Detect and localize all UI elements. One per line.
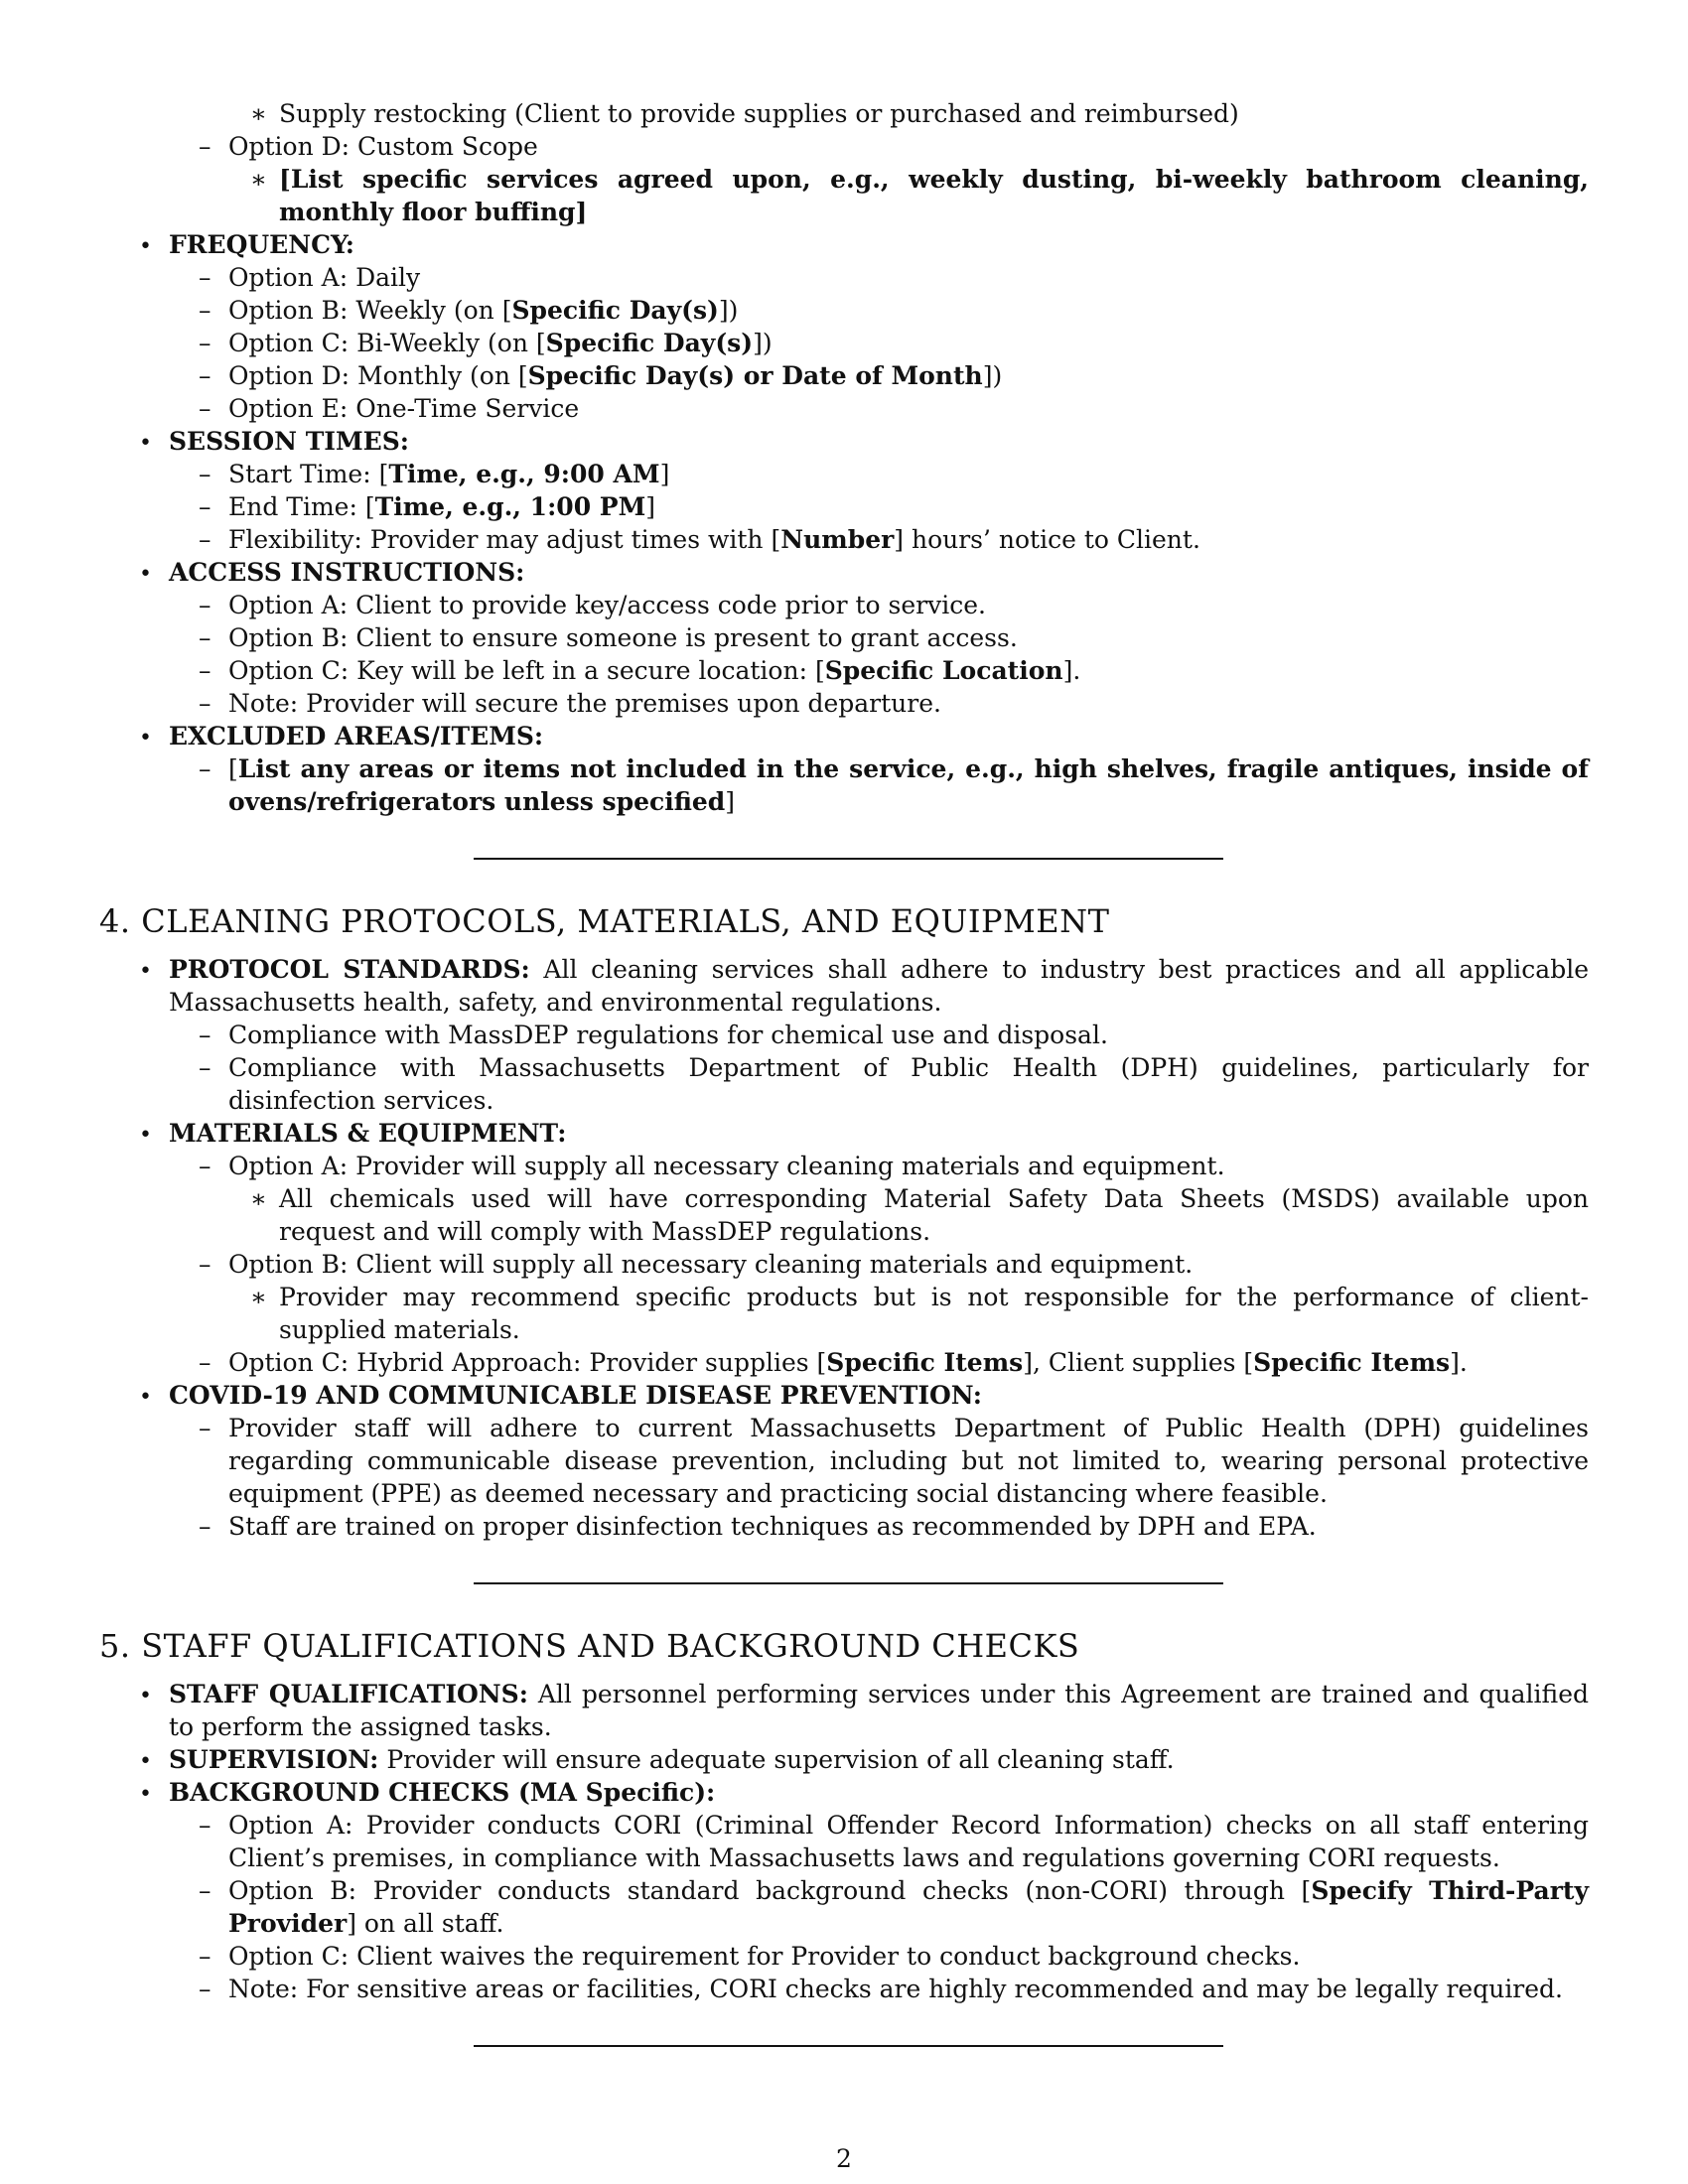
asterisk-marker [250, 1182, 267, 1215]
session-times-bullet: • SESSION TIMES: [169, 425, 1589, 458]
list-item: – Option C: Key will be left in a secure location: [Specific Location]. [228, 654, 1589, 687]
dash-marker [199, 654, 211, 687]
bullet-marker [139, 228, 152, 263]
page-number: 2 [836, 2144, 852, 2173]
list-item: – Option C: Bi-Weekly (on [Specific Day(s)]) [228, 327, 1589, 359]
list-item: – [List any areas or items not included in the service, e.g., high shelves, fragile antiques, inside of ovens/refrigerators unless specified] [228, 752, 1589, 818]
dash-marker [199, 359, 211, 392]
dash-marker [199, 130, 211, 163]
dash-marker [199, 523, 211, 556]
list-item: – Flexibility: Provider may adjust times with [Number] hours’ notice to Client. [228, 523, 1589, 556]
list-item: – Option E: One-Time Service [228, 392, 1589, 425]
horizontal-rule [474, 2045, 1223, 2047]
bullet-marker [139, 1379, 152, 1414]
supervision-bullet: • SUPERVISION: Provider will ensure adequate supervision of all cleaning staff. [169, 1743, 1589, 1776]
dash-marker [199, 490, 211, 523]
bullet-marker [139, 1117, 152, 1152]
section-4-heading: 4. CLEANING PROTOCOLS, MATERIALS, AND EQUIPMENT [99, 902, 1110, 940]
bullet-marker [139, 425, 152, 460]
covid-bullet: • COVID-19 AND COMMUNICABLE DISEASE PREVENTION: [169, 1379, 1589, 1412]
asterisk-marker [250, 97, 267, 130]
section-5-heading: 5. STAFF QUALIFICATIONS AND BACKGROUND CHECKS [99, 1627, 1080, 1665]
list-item: – Option B: Client will supply all necessary cleaning materials and equipment. [228, 1248, 1589, 1281]
list-item: – Option B: Provider conducts standard background checks (non-CORI) through [Specify Third-Party Provider] on all staff. [228, 1874, 1589, 1940]
list-item: – Option A: Provider conducts CORI (Criminal Offender Record Information) checks on all staff entering Client’s premises, in compliance with Massachusetts laws and regulations governing CORI requests. [228, 1809, 1589, 1874]
dash-marker [199, 1150, 211, 1182]
list-item: – Staff are trained on proper disinfection techniques as recommended by DPH and EPA. [228, 1510, 1589, 1543]
dash-marker [199, 1051, 211, 1084]
list-item: – Option D: Monthly (on [Specific Day(s) or Date of Month]) [228, 359, 1589, 392]
dash-marker [199, 294, 211, 327]
list-item: ∗ Supply restocking (Client to provide supplies or purchased and reimbursed) [279, 97, 1589, 130]
dash-marker [199, 1809, 211, 1842]
list-item: – Compliance with MassDEP regulations for chemical use and disposal. [228, 1019, 1589, 1051]
dash-marker [199, 327, 211, 359]
dash-marker [199, 1874, 211, 1907]
dash-marker [199, 752, 211, 785]
list-item: – Option A: Provider will supply all necessary cleaning materials and equipment. [228, 1150, 1589, 1182]
staff-qualifications-bullet: • STAFF QUALIFICATIONS: All personnel performing services under this Agreement are trained and qualified to perform the assigned tasks. [169, 1678, 1589, 1743]
list-item: – Note: For sensitive areas or facilities, CORI checks are highly recommended and may be legally required. [228, 1973, 1589, 2005]
list-item: – Provider staff will adhere to current Massachusetts Department of Public Health (DPH) guidelines regarding communicable disease prevention, including but not limited to, wearing personal protective equipment (PPE) as deemed necessary and practicing social distancing where feasible. [228, 1412, 1589, 1510]
asterisk-marker [250, 1281, 267, 1313]
dash-marker [199, 458, 211, 490]
list-item: – Option D: Custom Scope [228, 130, 1589, 163]
protocol-standards-bullet: • PROTOCOL STANDARDS: All cleaning services shall adhere to industry best practices and all applicable Massachusetts health, safety, and environmental regulations. [169, 953, 1589, 1019]
excluded-items-bullet: • EXCLUDED AREAS/ITEMS: [169, 720, 1589, 752]
materials-equipment-bullet: • MATERIALS & EQUIPMENT: [169, 1117, 1589, 1150]
list-item: – Option A: Client to provide key/access code prior to service. [228, 589, 1589, 621]
dash-marker [199, 261, 211, 294]
bullet-marker [139, 1776, 152, 1811]
dash-marker [199, 1346, 211, 1379]
dash-marker [199, 1940, 211, 1973]
bullet-marker [139, 953, 152, 988]
list-item: – Option B: Weekly (on [Specific Day(s)]) [228, 294, 1589, 327]
list-item: – End Time: [Time, e.g., 1:00 PM] [228, 490, 1589, 523]
list-item: – Option B: Client to ensure someone is present to grant access. [228, 621, 1589, 654]
list-item: ∗ All chemicals used will have corresponding Material Safety Data Sheets (MSDS) available upon request and will comply with MassDEP regulations. [279, 1182, 1589, 1248]
document-page [99, 97, 1589, 2047]
asterisk-marker [250, 163, 267, 196]
list-item: – Compliance with Massachusetts Department of Public Health (DPH) guidelines, particularly for disinfection services. [228, 1051, 1589, 1117]
background-checks-bullet: • BACKGROUND CHECKS (MA Specific): [169, 1776, 1589, 1809]
dash-marker [199, 687, 211, 720]
dash-marker [199, 1412, 211, 1444]
dash-marker [199, 1019, 211, 1051]
list-item: ∗ Provider may recommend specific products but is not responsible for the performance of client-supplied materials. [279, 1281, 1589, 1346]
custom-scope-placeholder: [List specific services agreed upon, e.g., weekly dusting, bi-weekly bathroom cleaning, monthly floor buffing] [279, 165, 1589, 226]
bullet-marker [139, 1743, 152, 1778]
bullet-marker [139, 556, 152, 591]
list-item [279, 163, 1589, 228]
dash-marker [199, 392, 211, 425]
dash-marker [199, 1248, 211, 1281]
list-item: – Note: Provider will secure the premises upon departure. [228, 687, 1589, 720]
dash-marker [199, 621, 211, 654]
dash-marker [199, 1973, 211, 2005]
dash-marker [199, 589, 211, 621]
list-item: – Option C: Hybrid Approach: Provider supplies [Specific Items], Client supplies [Specific Items]. [228, 1346, 1589, 1379]
access-instructions-bullet: • ACCESS INSTRUCTIONS: [169, 556, 1589, 589]
dash-marker [199, 1510, 211, 1543]
list-item: – Option C: Client waives the requirement for Provider to conduct background checks. [228, 1940, 1589, 1973]
bullet-marker [139, 720, 152, 754]
bullet-marker [139, 1678, 152, 1712]
list-item: – Option A: Daily [228, 261, 1589, 294]
list-item: – Start Time: [Time, e.g., 9:00 AM] [228, 458, 1589, 490]
frequency-bullet: • FREQUENCY: [169, 228, 1589, 261]
